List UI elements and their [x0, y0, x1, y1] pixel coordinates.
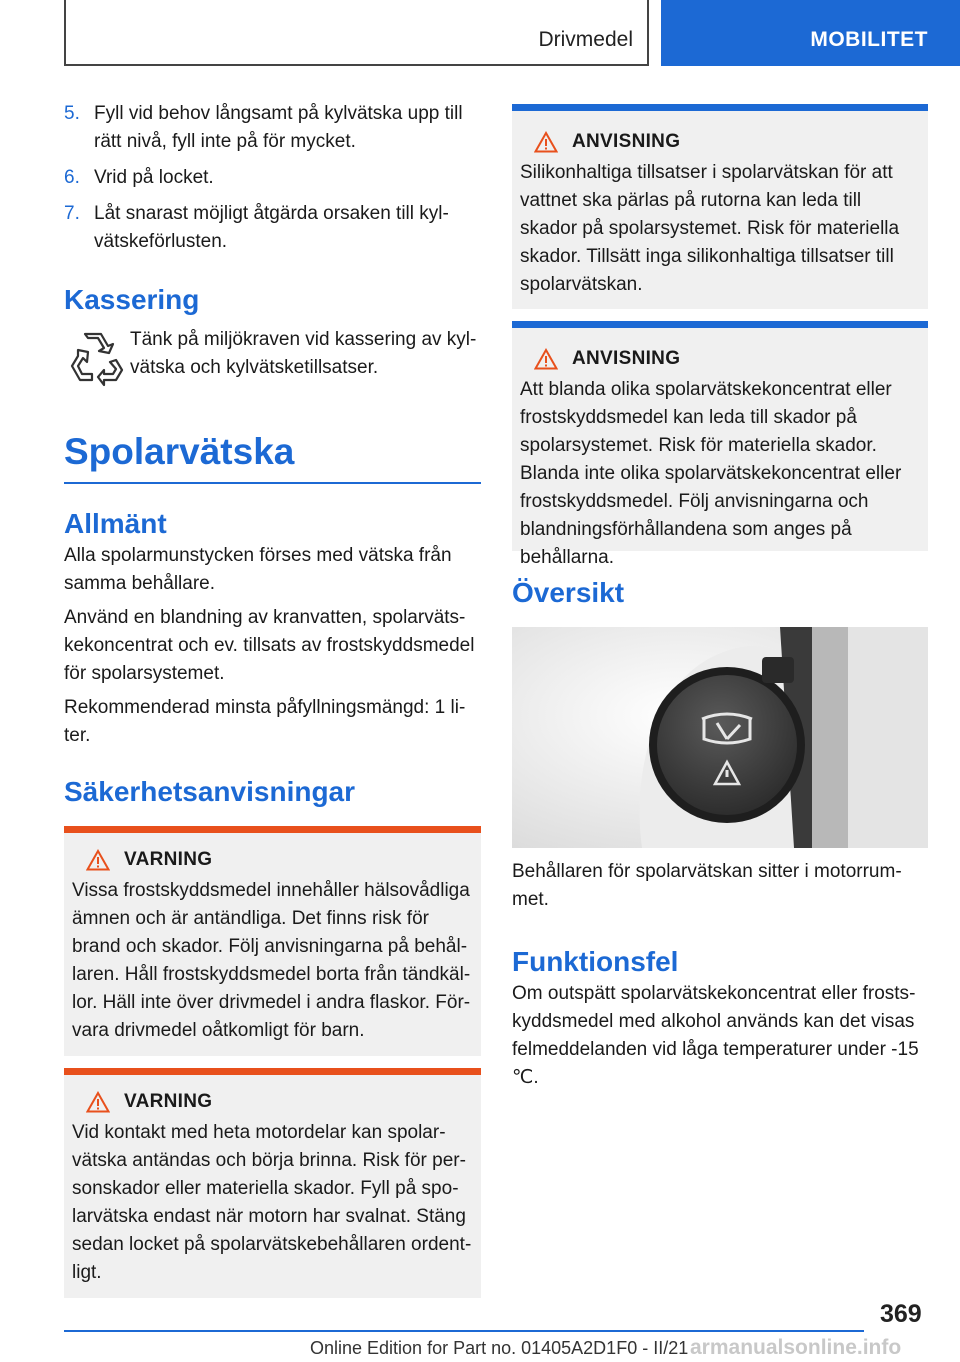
right-column	[512, 104, 928, 1092]
kassering-heading: Kassering	[64, 284, 200, 315]
warning-triangle-icon	[534, 131, 558, 153]
warning-text: Vissa frostskyddsmedel innehåller hälsovådliga ämnen och är antändliga. Det finns risk för brand och skador. Följ anvisningarna på behållaren. Håll frostskyddsmedel borta från tändkällor. Häll inte över drivmedel i andra flaskor. Förvara drivmedel oåtkomligt för barn.	[72, 880, 471, 1041]
step-number: 5.	[64, 103, 80, 124]
page-title: Spolarvätska	[64, 431, 295, 472]
step-number: 7.	[64, 203, 80, 224]
allmant-heading: Allmänt	[64, 508, 167, 539]
list-item	[64, 164, 481, 192]
header-section-tab	[64, 0, 649, 66]
step-number: 6.	[64, 167, 80, 188]
list-item	[64, 100, 481, 156]
notice-text: Att blanda olika spolarvätskekoncentrat eller frostskyddsmedel kan leda till skador på spolarsystemet. Risk för materiella skador. Blanda inte olika spolarvätskekoncentrat eller frostskyddsmedel. Följ anvisningarna och blandningsförhållandena som anges på behållarna.	[520, 379, 902, 568]
warning-text: Vid kontakt med heta motordelar kan spolarvätska antändas och börja brinna. Risk för personskador eller materiella skador. Fyll på spolarvätska endast när motorn har svalnat. Stäng sedan locket på spolarvätskebehållaren ordentligt.	[72, 1122, 472, 1283]
notice-header	[520, 348, 920, 370]
warning-label: VARNING	[124, 849, 213, 870]
allmant-paragraph-2: Använd en blandning av kranvatten, spolarvätskekoncentrat och ev. tillsats av frostskyddsmedel för spolarsystemet.	[64, 607, 475, 684]
warning-label: VARNING	[124, 1091, 213, 1112]
notice-label: ANVISNING	[572, 131, 681, 152]
left-column	[64, 100, 481, 1298]
sakerhet-heading: Säkerhetsanvisningar	[64, 776, 356, 807]
funktionsfel-heading: Funktionsfel	[512, 946, 679, 977]
footer-edition: Online Edition for Part no. 01405A2D1F0 - II/21	[310, 1338, 689, 1358]
kassering-text: Tänk på miljökraven vid kassering av kylvätska och kylvätsketillsatser.	[130, 329, 477, 378]
title-rule	[64, 482, 481, 484]
allmant-paragraph-1: Alla spolarmunstycken förses med vätska från samma behållare.	[64, 545, 452, 594]
step-list	[64, 100, 481, 256]
warning-header	[72, 1091, 473, 1113]
notice-label: ANVISNING	[572, 348, 681, 369]
section-title: Drivmedel	[538, 28, 633, 51]
notice-box	[512, 104, 928, 309]
notice-header	[520, 131, 920, 153]
warning-triangle-icon	[86, 849, 110, 871]
header-chapter-tab	[661, 0, 960, 66]
oversikt-heading: Översikt	[512, 577, 625, 608]
recycle-icon	[64, 326, 130, 392]
allmant-paragraph-3: Rekommenderad minsta påfyllningsmängd: 1 liter.	[64, 697, 466, 746]
list-item	[64, 200, 481, 256]
kassering-note	[64, 326, 481, 392]
footer-rule	[64, 1330, 864, 1332]
warning-triangle-icon	[534, 348, 558, 370]
step-text: Fyll vid behov långsamt på kylvätska upp till rätt nivå, fyll inte på för mycket.	[94, 103, 463, 152]
step-text: Vrid på locket.	[94, 167, 214, 188]
funktionsfel-text: Om outspätt spolarvätskekoncentrat eller frostskyddsmedel med alkohol används kan det visas felmeddelanden vid låga temperaturer under -15 ℃.	[512, 983, 919, 1088]
warning-box	[64, 1068, 481, 1298]
photo-caption: Behållaren för spolarvätskan sitter i motorrummet.	[512, 861, 902, 910]
page-number: 369	[880, 1300, 922, 1328]
washer-cap-illustration	[512, 627, 928, 848]
warning-box	[64, 826, 481, 1056]
warning-triangle-icon	[86, 1091, 110, 1113]
warning-header	[72, 849, 473, 871]
footer-watermark: armanualsonline.info	[690, 1336, 902, 1359]
step-text: Låt snarast möjligt åtgärda orsaken till kylvätskeförlusten.	[94, 203, 449, 252]
washer-reservoir-photo	[512, 627, 928, 848]
notice-box	[512, 321, 928, 568]
chapter-title: MOBILITET	[810, 28, 928, 51]
notice-text: Silikonhaltiga tillsatser i spolarvätskan för att vattnet ska pärlas på rutorna kan leda till skador på spolarsystemet. Risk för materiella skador. Tillsätt inga silikonhaltiga tillsatser till spolarvätskan.	[520, 162, 900, 295]
